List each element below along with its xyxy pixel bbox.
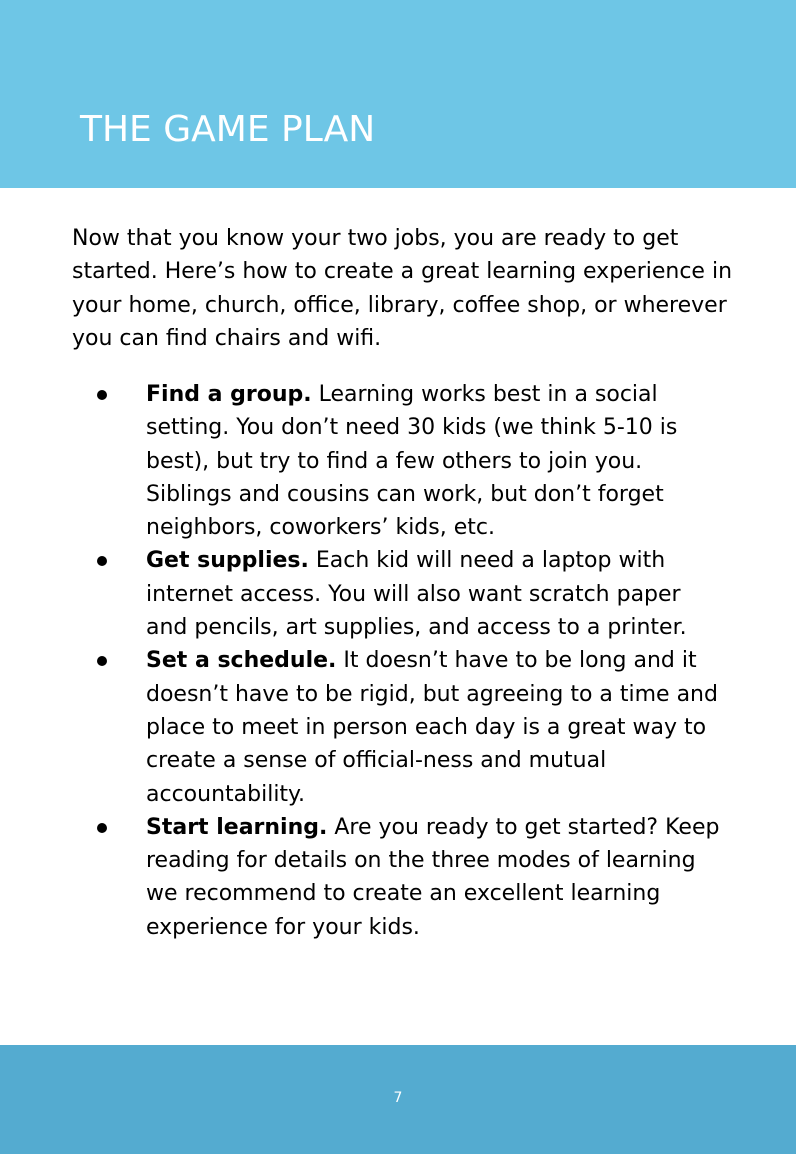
list-item — [0, 378, 796, 544]
bullet-text — [146, 378, 726, 544]
bullet-text — [146, 544, 726, 644]
bullet-lead: Set a schedule. — [146, 648, 337, 674]
list-item — [0, 544, 796, 644]
bullet-icon — [97, 390, 107, 400]
bullet-list — [0, 378, 796, 944]
bullet-text — [146, 644, 726, 810]
bullet-lead: Find a group. — [146, 382, 312, 407]
bullet-body: It doesn’t have to be long and it doesn’t have to be rigid, but agreeing to a time and place to meet in person each day is a great way to create a sense of official-ness and mutual accountability. — [146, 648, 718, 807]
bullet-text — [146, 811, 726, 944]
page-footer — [0, 1045, 796, 1154]
bullet-icon — [97, 656, 107, 666]
bullet-lead: Start learning. — [146, 814, 328, 840]
bullet-body: Each kid will need a laptop with internet access. You will also want scratch paper and pencils, art supplies, and access to a printer. — [146, 548, 687, 641]
bullet-icon — [97, 823, 107, 833]
bullet-body: Are you ready to get started? Keep reading for details on the three modes of learning we recommend to create an excellent learning experience for your kids. — [146, 814, 720, 940]
intro-paragraph: Now that you know your two jobs, you are ready to get started. Here’s how to create a great learning experience in your home, church, office, library, coffee shop, or wherever you can find chairs and wifi. — [72, 226, 733, 351]
page-header — [0, 0, 796, 188]
list-item — [0, 644, 796, 810]
page-number: 7 — [393, 1090, 403, 1106]
bullet-icon — [97, 556, 107, 566]
page-title: THE GAME PLAN — [80, 109, 376, 150]
list-item — [0, 811, 796, 944]
bullet-body: Learning works best in a social setting. You don’t need 30 kids (we think 5-10 is best), but try to find a few others to join you. Siblings and cousins can work, but don’t forget neighbors, coworkers’ kids, etc. — [146, 382, 678, 541]
bullet-lead: Get supplies. — [146, 548, 309, 574]
